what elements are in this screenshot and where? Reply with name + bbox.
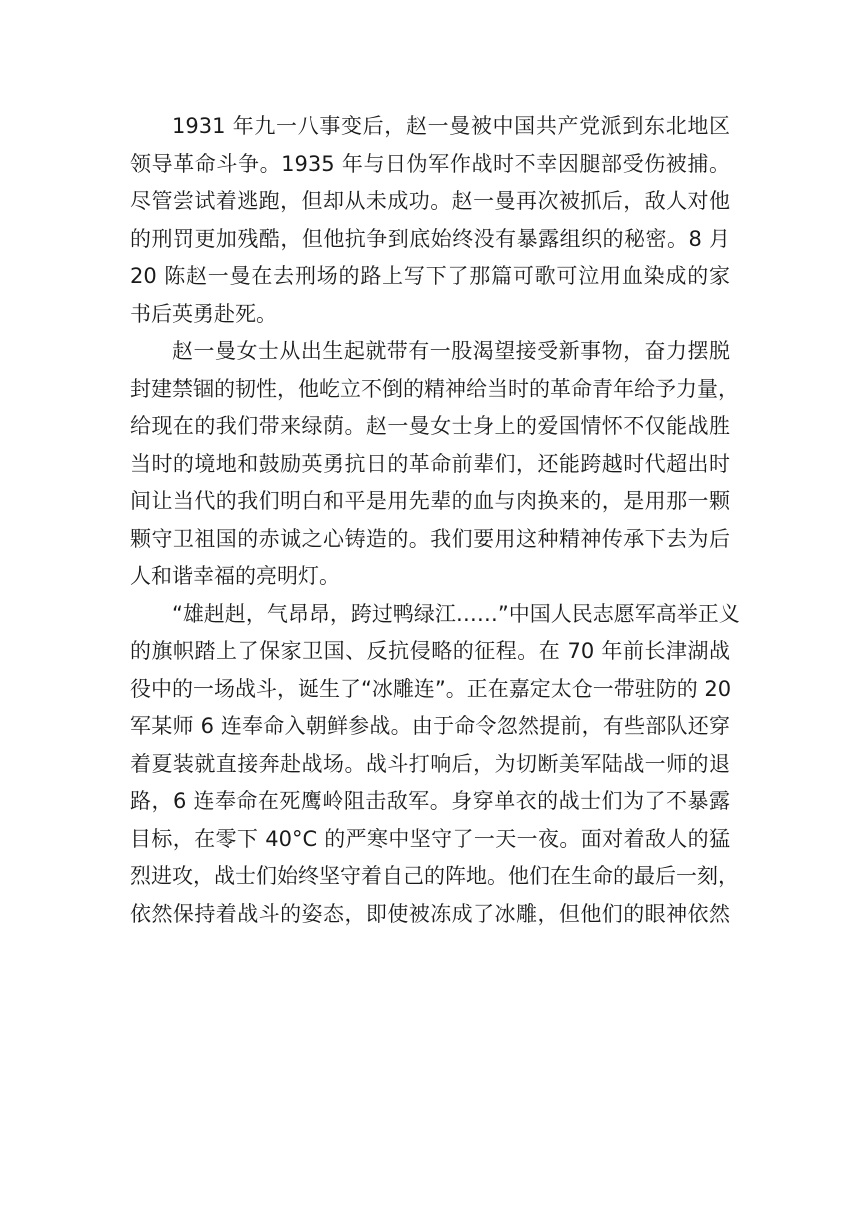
- text-line: 人和谐幸福的亮明灯。: [130, 564, 340, 588]
- text-line: 给现在的我们带来绿荫。赵一曼女士身上的爱国情怀不仅能战胜: [130, 414, 730, 438]
- text-line: 1931 年九一八事变后，赵一曼被中国共产党派到东北地区: [172, 114, 730, 138]
- text-line: 军某师 6 连奉命入朝鲜参战。由于命令忽然提前，有些部队还穿: [130, 714, 730, 738]
- paragraph-1: [130, 108, 730, 333]
- text-line: 间让当代的我们明白和平是用先辈的血与肉换来的，是用那一颗: [130, 489, 730, 513]
- text-line: 当时的境地和鼓励英勇抗日的革命前辈们，还能跨越时代超出时: [130, 451, 730, 476]
- text-line: 封建禁锢的韧性，他屹立不倒的精神给当时的革命青年给予力量，: [130, 376, 739, 401]
- text-line: “雄赳赳，气昂昂，跨过鸭绿江……”中国人民志愿军高举正义: [172, 601, 740, 626]
- text-line: 着夏装就直接奔赴战场。战斗打响后，为切断美军陆战一师的退: [130, 751, 730, 776]
- paragraph-2: [130, 333, 739, 596]
- text-line: 的旗帜踏上了保家卫国、反抗侵略的征程。在 70 年前长津湖战: [130, 639, 730, 663]
- text-line: 的刑罚更加残酷，但他抗争到底始终没有暴露组织的秘密。8 月: [130, 226, 730, 251]
- body-text: [130, 108, 740, 933]
- text-line: 赵一曼女士从出生起就带有一股渴望接受新事物，奋力摆脱: [172, 339, 730, 363]
- text-line: 依然保持着战斗的姿态，即使被冻成了冰雕，但他们的眼神依然: [130, 901, 730, 926]
- paragraph-3: [130, 596, 740, 934]
- text-line: 领导革命斗争。1935 年与日伪军作战时不幸因腿部受伤被捕。: [130, 151, 730, 176]
- text-line: 烈进攻，战士们始终坚守着自己的阵地。他们在生命的最后一刻，: [130, 864, 739, 888]
- text-line: 路，6 连奉命在死鹰岭阻击敌军。身穿单衣的战士们为了不暴露: [130, 789, 730, 813]
- text-line: 20 陈赵一曼在去刑场的路上写下了那篇可歌可泣用血染成的家: [130, 264, 730, 288]
- text-line: 目标，在零下 40°C 的严寒中坚守了一天一夜。面对着敌人的猛: [130, 826, 730, 851]
- text-line: 书后英勇赴死。: [130, 301, 277, 326]
- text-line: 尽管尝试着逃跑，但却从未成功。赵一曼再次被抓后，敌人对他: [130, 189, 730, 213]
- text-line: 颗守卫祖国的赤诚之心铸造的。我们要用这种精神传承下去为后: [130, 526, 730, 551]
- text-line: 役中的一场战斗，诞生了“冰雕连”。正在嘉定太仓一带驻防的 20: [130, 676, 732, 701]
